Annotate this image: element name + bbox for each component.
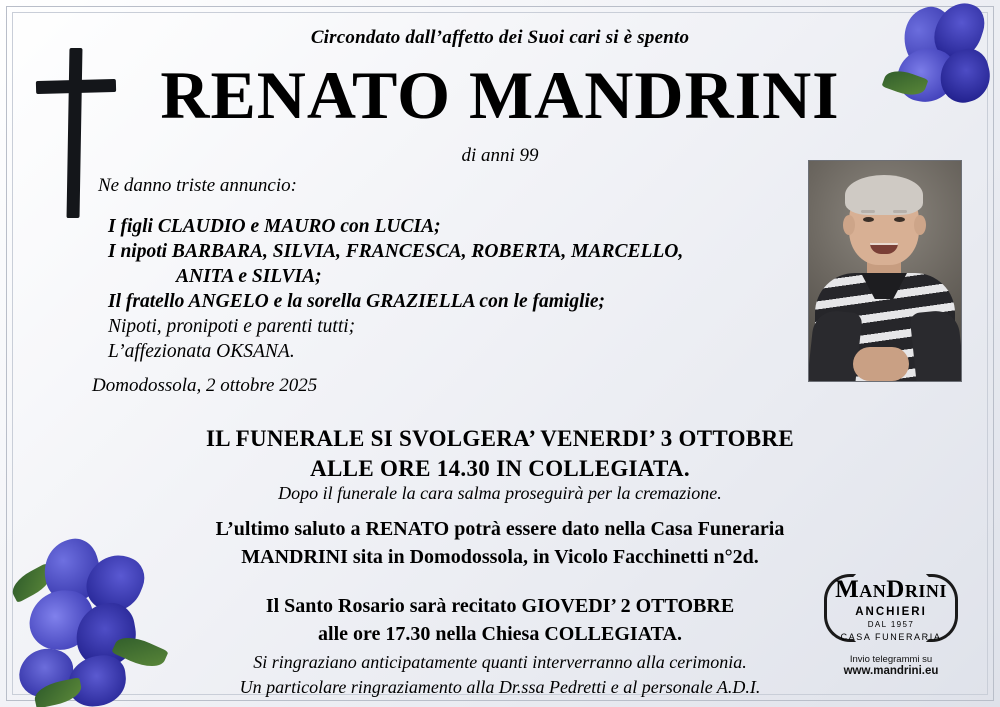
logo-brand-part-2: AN [859, 581, 887, 601]
funeral-details [0, 424, 1000, 484]
funeral-line-1: IL FUNERALE SI SVOLGERA’ VENERDI’ 3 OTTOBRE [206, 426, 794, 451]
portrait-hair [845, 175, 923, 215]
portrait-hands [853, 347, 909, 381]
funeral-home-line-1: L’ultimo saluto a RENATO potrà essere dato nella Casa Funeraria [215, 518, 785, 540]
family-line: I nipoti BARBARA, SILVIA, FRANCESCA, ROBERTA, MARCELLO, [108, 241, 684, 262]
portrait-ear-left [843, 215, 855, 235]
rosary-line-1: Il Santo Rosario sarà recitato GIOVEDI’ 2 OTTOBRE [265, 595, 735, 617]
portrait-photo [808, 160, 962, 382]
funeral-line-2: ALLE ORE 14.30 IN COLLEGIATA. [310, 456, 690, 481]
page-title: RENATO MANDRINI [160, 57, 840, 133]
portrait-ear-right [914, 215, 926, 235]
funeral-home-line-2: MANDRINI sita in Domodossola, in Vicolo Facchinetti n°2d. [241, 546, 759, 568]
logo-badge [816, 566, 966, 652]
family-line: I figli CLAUDIO e MAURO con LUCIA; [108, 216, 441, 237]
rosary-line-2: alle ore 17.30 nella Chiesa COLLEGIATA. [318, 623, 682, 645]
logo-subtitle-3: CASA FUNERARIA [840, 632, 942, 642]
logo-brand-part-4: RINI [904, 581, 947, 601]
portrait-eye-left [863, 217, 874, 222]
top-phrase: Circondato dall’affetto dei Suoi cari si è spento [310, 27, 690, 48]
announce-lead: Ne danno triste annuncio: [98, 175, 297, 196]
logo-brand-part-1: M [835, 576, 860, 603]
portrait-eye-right [894, 217, 905, 222]
thanks-line-2: Un particolare ringraziamento alla Dr.ssa Pedretti e al personale A.D.I. [239, 677, 761, 697]
age-line: di anni 99 [461, 145, 539, 166]
logo-brand-name [816, 576, 966, 604]
website-link[interactable]: www.mandrini.eu [843, 665, 939, 677]
funeral-home-details [0, 515, 1000, 571]
family-line: ANITA e SILVIA; [176, 266, 322, 287]
family-line: Nipoti, pronipoti e parenti tutti; [108, 316, 356, 337]
family-list [108, 214, 728, 364]
place-and-date: Domodossola, 2 ottobre 2025 [92, 375, 318, 396]
family-line: Il fratello ANGELO e la sorella GRAZIELLA con le famiglie; [108, 291, 606, 312]
portrait-eyebrow-left [861, 210, 875, 213]
logo-subtitle-2: DAL 1957 [867, 620, 915, 629]
thanks-line-1: Si ringraziano anticipatamente quanti interverranno alla cerimonia. [253, 652, 747, 672]
telegram-label: Invio telegrammi su [849, 654, 933, 665]
logo-brand-part-3: D [886, 576, 905, 603]
portrait-arm-right [909, 309, 962, 382]
family-line: L’affezionata OKSANA. [108, 341, 295, 362]
company-logo [812, 566, 970, 696]
cremation-note: Dopo il funerale la cara salma proseguirà per la cremazione. [278, 483, 722, 503]
portrait-eyebrow-right [893, 210, 907, 213]
logo-subtitle-1: ANCHIERI [855, 606, 927, 618]
